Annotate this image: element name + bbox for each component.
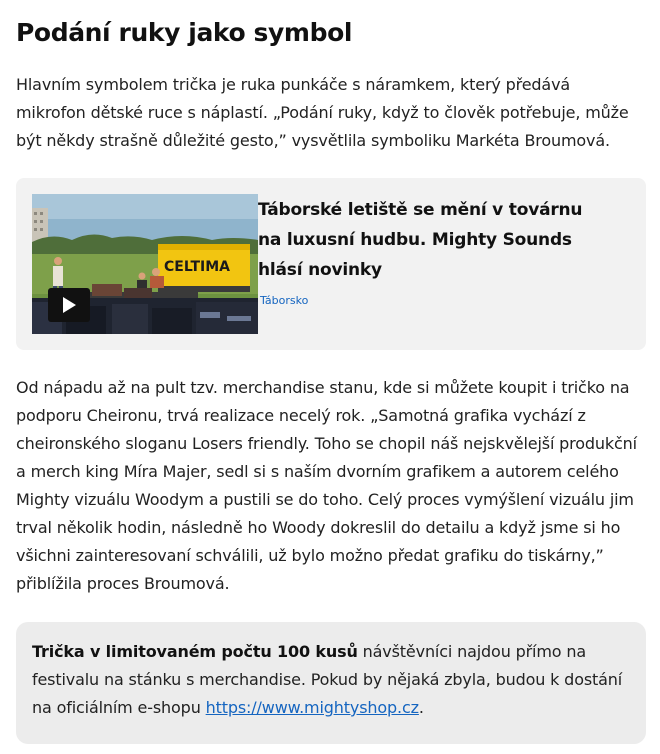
mightyshop-link[interactable]: https://www.mightyshop.cz	[205, 698, 419, 717]
info-box-body: návštěvníci najdou přímo na festivalu na stánku s merchandise. Pokud by nějaká zbyla, budou k dostání na oficiálním e-shopu	[32, 642, 623, 717]
info-box	[16, 622, 646, 744]
related-article-title[interactable]: Táborské letiště se mění v továrnu na luxusní hudbu. Mighty Sounds hlásí novinky	[258, 200, 583, 280]
info-box-suffix: .	[418, 698, 424, 717]
article-paragraph: Hlavním symbolem trička je ruka punkáče s náramkem, který předává mikrofon dětské ruce s náplastí. „Podání ruky, když to člověk potřebuje, může být někdy strašně důležité gesto,” vysvětlila symboliku Markéta Broumová.	[16, 75, 629, 150]
truck-lettering: CELTIMA	[164, 259, 230, 275]
related-article-tag[interactable]: Táborsko	[260, 294, 309, 307]
play-button[interactable]	[48, 288, 90, 322]
related-article-thumbnail[interactable]	[32, 194, 258, 334]
play-icon	[61, 296, 77, 314]
section-title: Podání ruky jako symbol	[16, 18, 353, 47]
article-paragraph: Od nápadu až na pult tzv. merchandise stanu, kde si můžete koupit i tričko na podporu Cheironu, trvá realizace necelý rok. „Samotná grafika vychází z cheironského sloganu Losers friendly. Toho se chopil náš nejskvělejší produkční a merch king Míra Majer, sedl si s naším dvorním grafikem a autorem celého Mighty vizuálu Woodym a pustili se do toho. Celý proces vymýšlení vizuálu jim trval několik hodin, následně ho Woody dokreslil do detailu a když jsme si ho všichni zainteresovaní schválili, už bylo možno předat grafiku do tiskárny,” přiblížila proces Broumová.	[16, 378, 637, 593]
related-article-card[interactable]	[16, 178, 646, 350]
info-box-bold: Trička v limitovaném počtu 100 kusů	[32, 642, 358, 661]
info-box-text	[32, 638, 630, 722]
